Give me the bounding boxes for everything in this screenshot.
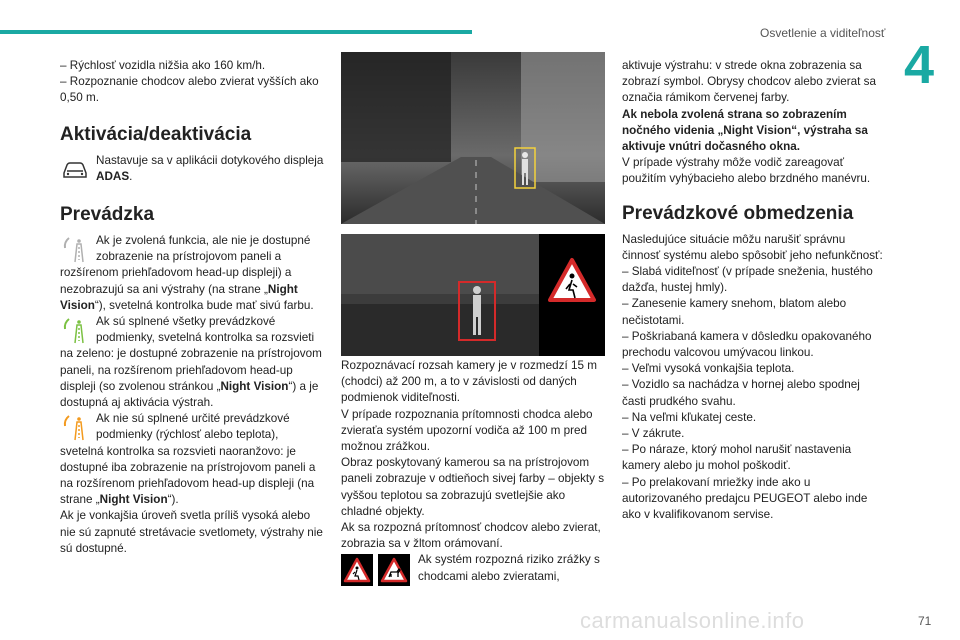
op4-text: Ak je vonkajšia úroveň svetla príliš vysoká alebo nie sú zapnuté stretávacie svetlomety, výstrahy nie sú dostupné. [60, 509, 323, 555]
right-para-2-bold: Ak nebola zvolená strana so zobrazením nočného videnia „Night Vision“, výstraha sa aktivuje vnútri dočasného okna. [622, 107, 868, 154]
column-left [60, 58, 324, 557]
night-vision-grey-lamp-icon [60, 234, 90, 264]
animal-warning-icon [378, 554, 410, 586]
limitation-item: – Veľmi vysoká vonkajšia teplota. [622, 362, 795, 376]
middle-para-3: Obraz poskytovaný kamerou sa na prístrojovom paneli zobrazuje v odtieňoch sivej farby – objekty s vyššou teplotou sa zobrazujú svetlejšie ako chladné objekty. [341, 456, 605, 518]
op1-text: Ak je zvolená funkcia, ale nie je dostupné zobrazenie na prístrojovom paneli a rozšírenom priehľadovom head-up displeji) a nezobrazujú sa ani výstrahy (na strane „ [60, 234, 311, 296]
right-para-3: V prípade výstrahy môže vodič zareagovať použitím vyhýbacieho alebo brzdného manévru. [622, 156, 871, 186]
activation-text: Nastavuje sa v aplikácii dotykového displeja [96, 153, 324, 167]
pedestrian-warning-icon [341, 554, 373, 586]
operation-paragraph-orange [60, 411, 324, 508]
column-right [622, 58, 886, 523]
night-vision-camera-image [341, 52, 605, 224]
section-title: Osvetlenie a viditeľnosť [760, 26, 886, 40]
watermark: carmanualsonline.info [580, 608, 805, 633]
limitation-item: – Vozidlo sa nachádza v hornej alebo spodnej časti prudkého svahu. [622, 378, 860, 408]
middle-para-4: Ak sa rozpozná prítomnosť chodcov alebo zvierat, zobrazia sa v žltom orámovaní. [341, 521, 601, 551]
heading-activation: Aktivácia/deaktivácia [60, 123, 252, 145]
limitations-intro: Nasledujúce situácie môžu narušiť správnu činnosť systému alebo spôsobiť jeho nefunkčnosť: [622, 232, 883, 262]
limitation-item: – Poškriabaná kamera v dôsledku opakovaného prechodu valcovou umývacou linkou. [622, 329, 872, 360]
heading-limitations: Prevádzkové obmedzenia [622, 202, 854, 224]
limitation-item: – Po náraze, ktorý mohol narušiť nastavenia kamery alebo ju mohol poškodiť. [622, 443, 852, 473]
right-para-1: aktivuje výstrahu: v strede okna zobrazenia sa zobrazí symbol. Obrysy chodcov alebo zvierat sa označia rámikom červenej farby. [622, 59, 876, 105]
limitation-item: – Na veľmi kľukatej ceste. [622, 410, 757, 424]
middle-para-5: Ak systém rozpozná riziko zrážky s chodcami alebo zvieratami, [418, 553, 600, 583]
car-icon [60, 154, 90, 184]
middle-para-2: V prípade rozpoznania prítomnosti chodca alebo zvieraťa systém upozorní vodiča až 100 m pred možnou zrážkou. [341, 407, 593, 454]
night-vision-green-lamp-icon [60, 315, 90, 345]
heading-operation: Prevádzka [60, 204, 155, 226]
operation-paragraph-grey [60, 233, 324, 314]
limitation-item: – Slabá viditeľnosť (v prípade sneženia, hustého dažďa, hustej hmly). [622, 265, 873, 295]
chapter-number: 4 [904, 35, 935, 95]
column-middle [341, 358, 605, 586]
header-accent-bar [0, 30, 472, 34]
activation-text-bold: ADAS [96, 169, 130, 183]
op3-bold: Night Vision [99, 493, 168, 507]
op1-bold: Night Vision [60, 282, 298, 312]
limitation-item: – Po prelakovaní mriežky inde ako u autorizovaného predajcu PEUGEOT alebo inde ako v kvalifikovanom servise. [622, 475, 868, 522]
limitation-item: – Zanesenie kamery snehom, blatom alebo nečistotami. [622, 297, 847, 327]
night-vision-alert-image [341, 234, 605, 356]
night-vision-orange-lamp-icon [60, 412, 90, 442]
op2-text: Ak sú splnené všetky prevádzkové podmienky, svetelná kontrolka sa rozsvieti na zeleno: je dostupné zobrazenie na prístrojovom paneli, na rozšírenom priehľadovom head-up displeji (so zvolenou stránkou „ [60, 315, 322, 393]
intro-line-2: – Rozpoznanie chodcov alebo zvierat vyšších ako 0,50 m. [60, 75, 319, 105]
op3-text-end: “). [167, 493, 179, 507]
op1-text-end: “), svetelná kontrolka bude mať sivú farbu. [94, 298, 314, 312]
limitation-item: – V zákrute. [622, 427, 685, 441]
collision-warning-paragraph [341, 552, 605, 586]
op3-text: Ak nie sú splnené určité prevádzkové podmienky (rýchlosť alebo teplota), svetelná kontrolka sa rozsvieti naoranžovo: je dostupné iba zobrazenie na prístrojovom paneli a na rozšírenom priehľadovom head-up displeji (na strane „ [60, 412, 316, 507]
right-para-2 [622, 107, 886, 156]
intro-line-1: – Rýchlosť vozidla nižšia ako 160 km/h. [60, 59, 266, 72]
op2-text-end: “) a je dostupná aj aktivácia výstrah. [60, 379, 319, 410]
page-number: 71 [918, 614, 932, 628]
activation-text-end: . [129, 169, 133, 183]
op2-bold: Night Vision [220, 379, 289, 393]
operation-paragraph-green [60, 314, 324, 411]
middle-para-1: Rozpoznávací rozsah kamery je v rozmedzí 15 m (chodci) až 200 m, a to v závislosti od daných podmienok viditeľnosti. [341, 359, 597, 405]
activation-paragraph [60, 153, 324, 185]
